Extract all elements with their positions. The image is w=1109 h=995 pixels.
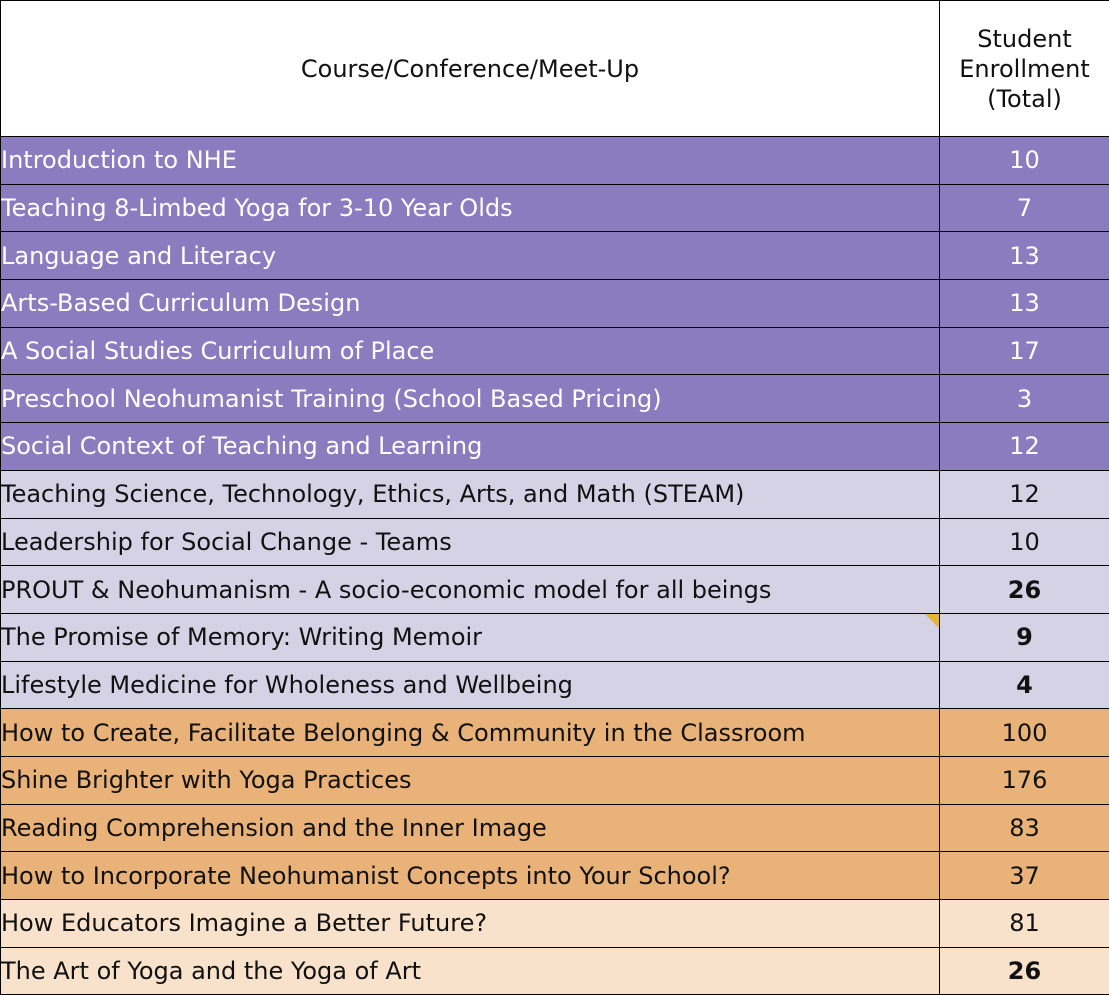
- table-row: [1, 137, 1109, 185]
- table-row: [1, 280, 1109, 328]
- enrollment-count-cell: [940, 375, 1109, 423]
- enrollment-count-cell: [940, 804, 1109, 852]
- course-name-cell: Social Context of Teaching and Learning: [1, 423, 940, 471]
- enrollment-count: 81: [1009, 909, 1040, 937]
- table-row: [1, 184, 1109, 232]
- enrollment-count-cell: [940, 661, 1109, 709]
- course-name-cell: Language and Literacy: [1, 232, 940, 280]
- table-row: [1, 566, 1109, 614]
- course-name-cell: How to Incorporate Neohumanist Concepts into Your School?: [1, 852, 940, 900]
- enrollment-count: 10: [1009, 146, 1040, 174]
- course-name-cell: Introduction to NHE: [1, 137, 940, 185]
- course-name-cell: Reading Comprehension and the Inner Image: [1, 804, 940, 852]
- enrollment-count: 10: [1009, 528, 1040, 556]
- enrollment-count: 17: [1009, 337, 1040, 365]
- enrollment-count: 100: [1002, 719, 1048, 747]
- table-row: [1, 756, 1109, 804]
- course-name-cell: A Social Studies Curriculum of Place: [1, 327, 940, 375]
- course-name-cell: Teaching Science, Technology, Ethics, Arts, and Math (STEAM): [1, 470, 940, 518]
- course-name-cell: Shine Brighter with Yoga Practices: [1, 756, 940, 804]
- header-row: [1, 1, 1109, 137]
- table-row: [1, 327, 1109, 375]
- course-name-cell: How to Create, Facilitate Belonging & Community in the Classroom: [1, 709, 940, 757]
- table-row: [1, 661, 1109, 709]
- enrollment-count-cell: [940, 327, 1109, 375]
- enrollment-count: 83: [1009, 814, 1040, 842]
- enrollment-count: 13: [1009, 289, 1040, 317]
- header-enrollment: [940, 1, 1109, 137]
- table-row: [1, 900, 1109, 948]
- enrollment-count: 26: [1008, 576, 1041, 604]
- header-enrollment-line-1: Student: [940, 24, 1109, 54]
- table-row: [1, 804, 1109, 852]
- comment-indicator-icon[interactable]: [925, 614, 939, 628]
- table-row: [1, 947, 1109, 995]
- course-name-cell: Lifestyle Medicine for Wholeness and Wellbeing: [1, 661, 940, 709]
- enrollment-count: 4: [1016, 671, 1033, 699]
- course-name-cell: Teaching 8-Limbed Yoga for 3-10 Year Olds: [1, 184, 940, 232]
- enrollment-count-cell: [940, 947, 1109, 995]
- enrollment-count-cell: [940, 184, 1109, 232]
- enrollment-count: 13: [1009, 242, 1040, 270]
- course-name-cell: The Promise of Memory: Writing Memoir: [1, 613, 940, 661]
- enrollment-count-cell: [940, 756, 1109, 804]
- table-row: [1, 423, 1109, 471]
- table-row: [1, 232, 1109, 280]
- table-row: [1, 518, 1109, 566]
- enrollment-count-cell: [940, 137, 1109, 185]
- enrollment-count: 7: [1017, 194, 1032, 222]
- header-enrollment-line-2: Enrollment: [940, 54, 1109, 84]
- course-name-cell: Arts-Based Curriculum Design: [1, 280, 940, 328]
- enrollment-count-cell: [940, 852, 1109, 900]
- enrollment-count-cell: [940, 280, 1109, 328]
- course-name-cell: How Educators Imagine a Better Future?: [1, 900, 940, 948]
- enrollment-count: 12: [1009, 432, 1040, 460]
- course-name-cell: The Art of Yoga and the Yoga of Art: [1, 947, 940, 995]
- enrollment-count: 12: [1009, 480, 1040, 508]
- header-enrollment-line-3: (Total): [940, 84, 1109, 114]
- enrollment-count: 9: [1016, 623, 1033, 651]
- course-name-cell: Preschool Neohumanist Training (School Based Pricing): [1, 375, 940, 423]
- header-course: Course/Conference/Meet-Up: [1, 1, 940, 137]
- enrollment-count-cell: [940, 709, 1109, 757]
- enrollment-count-cell: [940, 518, 1109, 566]
- enrollment-count-cell: [940, 566, 1109, 614]
- enrollment-count: 26: [1008, 957, 1041, 985]
- table-row: [1, 852, 1109, 900]
- enrollment-count-cell: [940, 232, 1109, 280]
- enrollment-count: 176: [1002, 766, 1048, 794]
- enrollment-count: 37: [1009, 862, 1040, 890]
- enrollment-count-cell: [940, 613, 1109, 661]
- enrollment-count: 3: [1017, 385, 1032, 413]
- course-name-cell: Leadership for Social Change - Teams: [1, 518, 940, 566]
- course-name-cell: PROUT & Neohumanism - A socio-economic model for all beings: [1, 566, 940, 614]
- enrollment-count-cell: [940, 900, 1109, 948]
- table-row: [1, 709, 1109, 757]
- enrollment-count-cell: [940, 470, 1109, 518]
- table-row: [1, 470, 1109, 518]
- enrollment-count-cell: [940, 423, 1109, 471]
- table-row: [1, 613, 1109, 661]
- table-row: [1, 375, 1109, 423]
